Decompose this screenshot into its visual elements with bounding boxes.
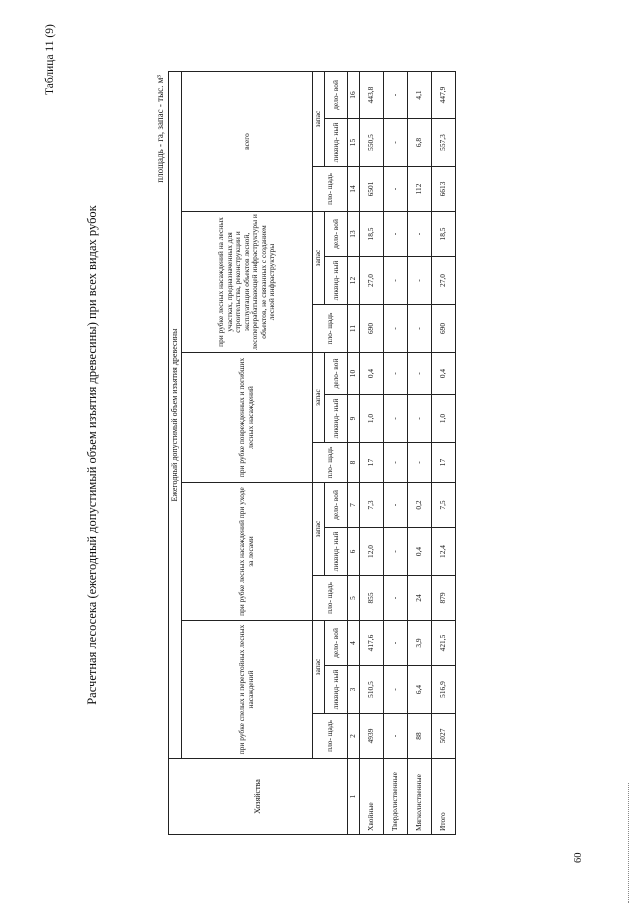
header-main: Ежегодный допустимый объем изъятия древесины [169, 71, 182, 758]
table-cell: 550,5 [360, 119, 384, 167]
table-cell: 0,4 [432, 353, 456, 395]
table-cell: 0,4 [360, 353, 384, 395]
table-cell: - [408, 212, 432, 257]
header-area: пло- щадь [313, 576, 348, 621]
table-cell: 5027 [432, 714, 456, 759]
table-cell: - [408, 443, 432, 483]
header-area: пло- щадь [313, 714, 348, 759]
table-cell: 88 [408, 714, 432, 759]
column-number-cell: 2 [348, 714, 360, 759]
table-cell: 3,9 [408, 621, 432, 666]
header-liquid: ликвид- ный [325, 119, 348, 167]
table-cell: 6613 [432, 167, 456, 212]
header-group-mature: при рубке спелых и перестойных лесных насаждений [182, 621, 313, 759]
header-group-damaged: при рубке поврежденных и погибших лесных насаждений [182, 353, 313, 483]
table-row [432, 71, 456, 834]
table-cell: 1,0 [432, 395, 456, 443]
header-group-care: при рубке лесных насаждений при уходе за лесами [182, 483, 313, 621]
column-number-cell: 9 [348, 395, 360, 443]
table-cell: - [408, 353, 432, 395]
column-number-cell: 8 [348, 443, 360, 483]
column-number-cell: 13 [348, 212, 360, 257]
header-farm: Хозяйства [169, 759, 348, 835]
header-business: дело- вой [325, 483, 348, 528]
table-number: Таблица 11 (9) [44, 24, 56, 95]
table-cell: - [384, 167, 408, 212]
table-cell: 557,3 [432, 119, 456, 167]
table-cell: 879 [432, 576, 456, 621]
allowable-cut-table [168, 71, 456, 835]
table-cell: 17 [360, 443, 384, 483]
table-cell: 27,0 [432, 257, 456, 305]
column-number-cell: 5 [348, 576, 360, 621]
table-cell: 18,5 [432, 212, 456, 257]
column-number-cell: 1 [348, 759, 360, 835]
table-cell: 516,9 [432, 666, 456, 714]
table-cell: 421,5 [432, 621, 456, 666]
header-liquid: ликвид- ный [325, 666, 348, 714]
header-business: дело- вой [325, 353, 348, 395]
footer-dotted-line [628, 783, 629, 903]
table-row [384, 71, 408, 834]
table-cell: - [384, 576, 408, 621]
header-stock: запас [313, 483, 325, 576]
document-title: Расчетная лесосека (ежегодный допустимый объем изъятия древесины) при всех видах рубок [85, 205, 99, 705]
column-number-cell: 16 [348, 71, 360, 118]
row-label: Твердолиственные [384, 759, 408, 835]
table-cell: 7,5 [432, 483, 456, 528]
table-row [360, 71, 384, 834]
table-cell: - [408, 395, 432, 443]
column-number-cell: 15 [348, 119, 360, 167]
header-liquid: ликвид- ный [325, 528, 348, 576]
table-row [408, 71, 432, 834]
table-cell: 27,0 [360, 257, 384, 305]
header-business: дело- вой [325, 621, 348, 666]
table-cell: 4939 [360, 714, 384, 759]
table-cell: 510,5 [360, 666, 384, 714]
column-number-cell: 4 [348, 621, 360, 666]
table-cell: - [384, 119, 408, 167]
table-cell: - [384, 443, 408, 483]
table-cell: - [408, 257, 432, 305]
page-number: 60 [573, 852, 584, 863]
row-label: Итого [432, 759, 456, 835]
table-cell: 6,8 [408, 119, 432, 167]
table-cell: 443,8 [360, 71, 384, 118]
row-label: Хвойные [360, 759, 384, 835]
units-note: площадь - га, запас - тыс. м³ [155, 75, 165, 183]
table-cell: - [384, 395, 408, 443]
header-area: пло- щадь [313, 167, 348, 212]
table-cell: 855 [360, 576, 384, 621]
table-cell: 18,5 [360, 212, 384, 257]
table-cell: 1,0 [360, 395, 384, 443]
row-label: Мягколиственные [408, 759, 432, 835]
table-cell: 12,0 [360, 528, 384, 576]
table-cell: - [384, 621, 408, 666]
column-number-cell: 14 [348, 167, 360, 212]
table-cell: - [384, 212, 408, 257]
table-cell: - [384, 353, 408, 395]
header-stock: запас [313, 212, 325, 305]
table-cell: - [384, 714, 408, 759]
header-liquid: ликвид- ный [325, 257, 348, 305]
column-number-row [348, 71, 360, 834]
table-cell: 0,2 [408, 483, 432, 528]
header-stock: запас [313, 353, 325, 443]
header-stock: запас [313, 71, 325, 166]
table-cell: 12,4 [432, 528, 456, 576]
table-cell: - [384, 257, 408, 305]
column-number-cell: 6 [348, 528, 360, 576]
table-cell: 6,4 [408, 666, 432, 714]
header-stock: запас [313, 621, 325, 714]
header-area: пло- щадь [313, 443, 348, 483]
table-cell: - [384, 528, 408, 576]
column-number-cell: 12 [348, 257, 360, 305]
table-cell: - [384, 71, 408, 118]
table-cell: 417,6 [360, 621, 384, 666]
header-group-construction: при рубке лесных насаждений на лесных участках, предназначенных для строительства, реконструкции и эксплуатации объектов лесной, лесоперерабатывающей инфраструктуры и объектов, не связанных с созданием лесной инфраструктуры [182, 212, 313, 353]
table-cell: 0,4 [408, 528, 432, 576]
table-cell: 4,1 [408, 71, 432, 118]
table-cell: - [384, 483, 408, 528]
header-group-total: всего [182, 71, 313, 211]
table-cell: - [384, 305, 408, 353]
table-cell: - [384, 666, 408, 714]
table-cell: 112 [408, 167, 432, 212]
table-cell: - [408, 305, 432, 353]
column-number-cell: 10 [348, 353, 360, 395]
column-number-cell: 11 [348, 305, 360, 353]
table-body [348, 71, 456, 834]
table-cell: 690 [432, 305, 456, 353]
table-cell: 17 [432, 443, 456, 483]
table-cell: 7,3 [360, 483, 384, 528]
column-number-cell: 7 [348, 483, 360, 528]
header-business: дело- вой [325, 71, 348, 118]
header-area: пло- щадь [313, 305, 348, 353]
header-liquid: ликвид- ный [325, 395, 348, 443]
table-cell: 6501 [360, 167, 384, 212]
header-business: дело- вой [325, 212, 348, 257]
table-cell: 447,9 [432, 71, 456, 118]
column-number-cell: 3 [348, 666, 360, 714]
table-cell: 24 [408, 576, 432, 621]
table-cell: 690 [360, 305, 384, 353]
